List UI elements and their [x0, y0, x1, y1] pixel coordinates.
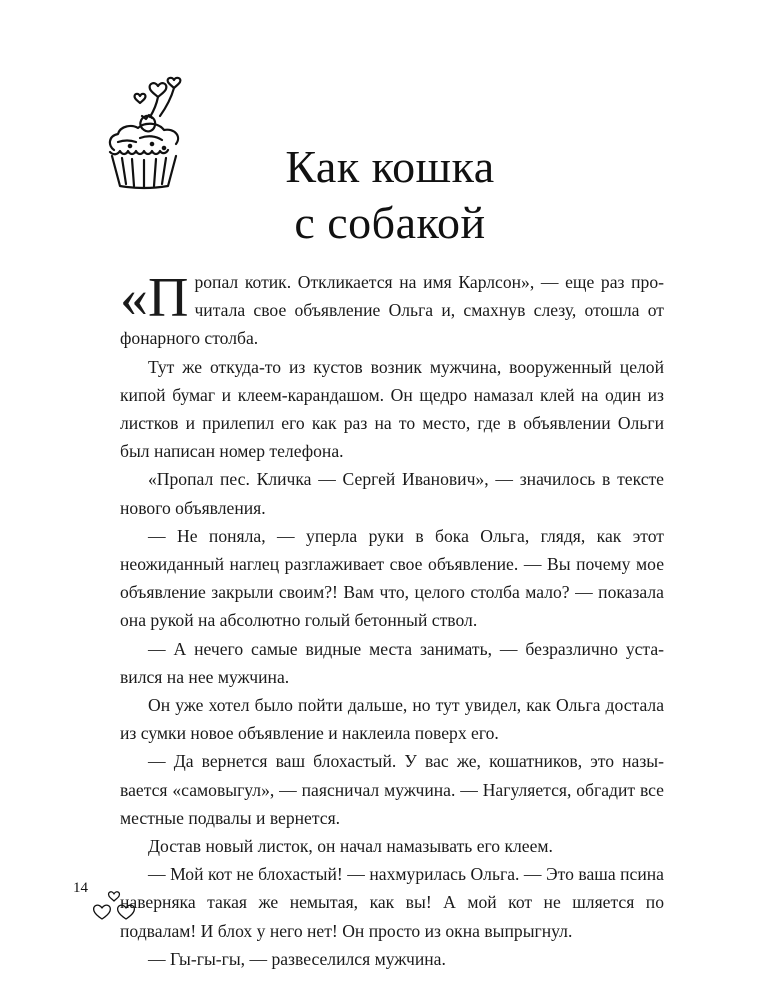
chapter-title-line-1: Как кошка: [285, 140, 495, 192]
paragraph: — Да вернется ваш блохастый. У вас же, кошатников, это называется «самовыгул», — паясничал мужчина. — Нагуляется, обгадит все местные подвалы и вернется.: [120, 751, 664, 828]
chapter-body: [120, 268, 664, 973]
drop-cap: «П: [120, 267, 189, 329]
paragraph: — Гы-гы-гы, — развеселился мужчина.: [148, 948, 446, 969]
paragraph: — Не поняла, — уперла руки в бока Ольга, глядя, как этот неожиданный наглец разглаживает свое объявление. — Вы почему мое объявление закрыли своим?! Вам что, целого столба мало? — показала она рукой на абсолютно голый бетонный ствол.: [120, 525, 664, 631]
paragraph: «Пропал пес. Кличка — Сергей Иванович», — значилось в тексте нового объявления.: [120, 469, 664, 518]
page-number: 14: [73, 880, 88, 896]
paragraph: Тут же откуда-то из кустов возник мужчина, вооруженный целой кипой бумаг и клеем-карандашом. Он щедро намазал клей на один из листков и прилепил его как раз на то место, где в объявлении Ольги был написан номер телефона.: [120, 356, 664, 462]
paragraph: Достав новый листок, он начал намазывать его клеем.: [148, 836, 553, 857]
hearts-icon: [90, 886, 138, 922]
chapter-title: [200, 139, 580, 251]
paragraph: Он уже хотел было пойти дальше, но тут увидел, как Ольга достала из сумки новое объявление и наклеила поверх его.: [120, 695, 664, 744]
cupcake-icon: [100, 72, 192, 192]
paragraph: — А нечего самые видные места занимать, — безразлично уставился на нее мужчина.: [120, 638, 664, 687]
paragraph: — Мой кот не блохастый! — нахмурилась Ольга. — Это ваша псина наверняка такая же немытая, как вы! А мой кот не шляется по подвалам! И блох у него нет! Он просто из окна выпрыгнул.: [120, 864, 664, 941]
chapter-title-line-2: с собакой: [294, 196, 486, 248]
paragraph-text: ропал котик. Откликается на имя Карлсон», — еще раз прочитала свое объявление Ольга и, смахнув слезу, отошла от фонарного столба.: [120, 272, 664, 349]
paragraph: [120, 268, 664, 353]
